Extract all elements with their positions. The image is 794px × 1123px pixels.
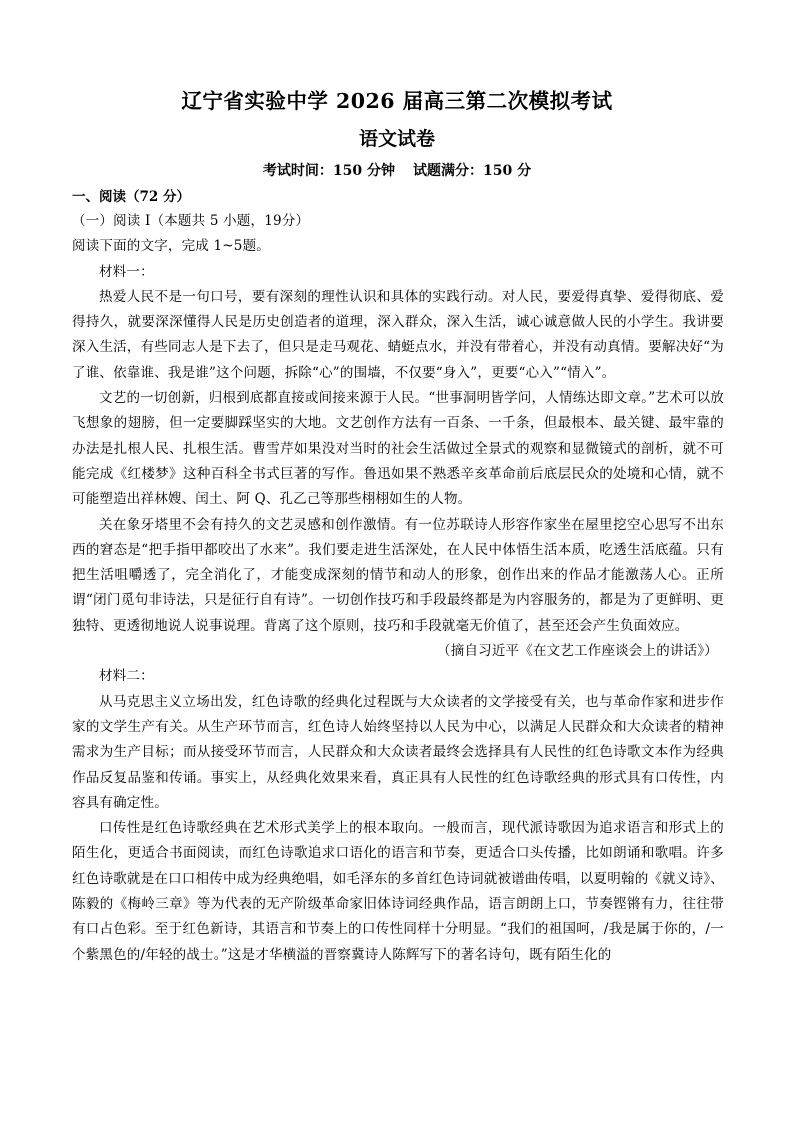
material1-source: （摘自习近平《在文艺工作座谈会上的讲话》） bbox=[437, 643, 718, 660]
exam-subtitle: 语文试卷 bbox=[358, 128, 435, 150]
material1-paragraph-2: 文艺的一切创新，归根到底都直接或间接来源于人民。“世事洞明皆学问，人情练达即文章。”艺术可以放飞想象的翅膀，但一定要脚踩坚实的大地。文艺创作方法有一百条、一千条，但最根本、最关键、最牢靠的办法是扎根人民、扎根生活。曹雪芹如果没对当时的社会生活做过全景式的观察和显微镜式的剖析，就不可能完成《红楼梦》这种百科全书式巨著的写作。鲁迅如果不熟悉辛亥革命前后底层民众的处境和心情，就不可能塑造出祥林嫂、闰土、阿 Q、孔乙己等那些栩栩如生的人物。 bbox=[72, 390, 724, 508]
material2-label: 材料二： bbox=[99, 668, 154, 685]
full-score: 试题满分：150 分 bbox=[413, 163, 532, 179]
material2-paragraph-1: 从马克思主义立场出发，红色诗歌的经典化过程既与大众读者的文学接受有关，也与革命作家和进步作家的文学生产有关。从生产环节而言，红色诗人始终坚持以人民为中心，以满足人民群众和大众读者的精神需求为生产目标；而从接受环节而言，人民群众和大众读者最终会选择具有人民性的红色诗歌文本作为经典作品反复品鉴和传诵。事实上，从经典化效果来看，真正具有人民性的红色诗歌经典的形式具有口传性，内容具有确定性。 bbox=[72, 693, 724, 811]
section-heading: 一、阅读（72 分） bbox=[72, 189, 190, 205]
instruction: 阅读下面的文字，完成 1~5题。 bbox=[72, 238, 270, 255]
reading-body bbox=[72, 209, 724, 968]
exam-title: 辽宁省实验中学 2026 届高三第二次模拟考试 bbox=[181, 89, 613, 113]
material1-label: 材料一： bbox=[99, 263, 154, 280]
subsection-heading: （一）阅读 I（本题共 5 小题，19分） bbox=[72, 213, 310, 229]
material1-paragraph-1: 热爱人民不是一句口号，要有深刻的理性认识和具体的实践行动。对人民，要爱得真挚、爱得彻底、爱得持久，就要深深懂得人民是历史创造者的道理，深入群众，深入生活，诚心诚意做人民的小学生。我讲要深入生活，有些同志人是下去了，但只是走马观花、蜻蜓点水，并没有带着心，并没有动真情。要解决好“为了谁、依靠谁、我是谁”这个问题，拆除“心”的围墙，不仅要“身入”，更要“心入”“情入”。 bbox=[72, 288, 724, 381]
exam-info bbox=[0, 160, 794, 180]
material1-paragraph-3: 关在象牙塔里不会有持久的文艺灵感和创作激情。有一位苏联诗人形容作家坐在屋里挖空心思写不出东西的窘态是“把手指甲都咬出了水来”。我们要走进生活深处，在人民中体悟生活本质，吃透生活底蕴。只有把生活咀嚼透了，完全消化了，才能变成深刻的情节和动人的形象，创作出来的作品才能激荡人心。正所谓“闭门觅句非诗法，只是征行自有诗”。一切创作技巧和手段最终都是为内容服务的，都是为了更鲜明、更独特、更透彻地说人说事说理。背离了这个原则，技巧和手段就毫无价值了，甚至还会产生负面效应。 bbox=[72, 516, 724, 634]
exam-time: 考试时间：150 分钟 bbox=[262, 163, 395, 179]
material2-paragraph-2: 口传性是红色诗歌经典在艺术形式美学上的根本取向。一般而言，现代派诗歌因为追求语言和形式上的陌生化，更适合书面阅读，而红色诗歌追求口语化的语言和节奏，更适合口头传播，比如朗诵和歌唱。许多红色诗歌就是在口口相传中成为经典绝唱，如毛泽东的多首红色诗词就被谱曲传唱，以夏明翰的《就义诗》、陈毅的《梅岭三章》等为代表的无产阶级革命家旧体诗词经典作品，语言朗朗上口，节奏铿锵有力，往往带有口占色彩。至于红色新诗，其语言和节奏上的口传性同样十分明显。“我们的祖国呵，/我是属于你的，/一个紫黑色的/年轻的战士。”这是才华横溢的晋察冀诗人陈辉写下的著名诗句，既有陌生化的 bbox=[72, 820, 724, 963]
